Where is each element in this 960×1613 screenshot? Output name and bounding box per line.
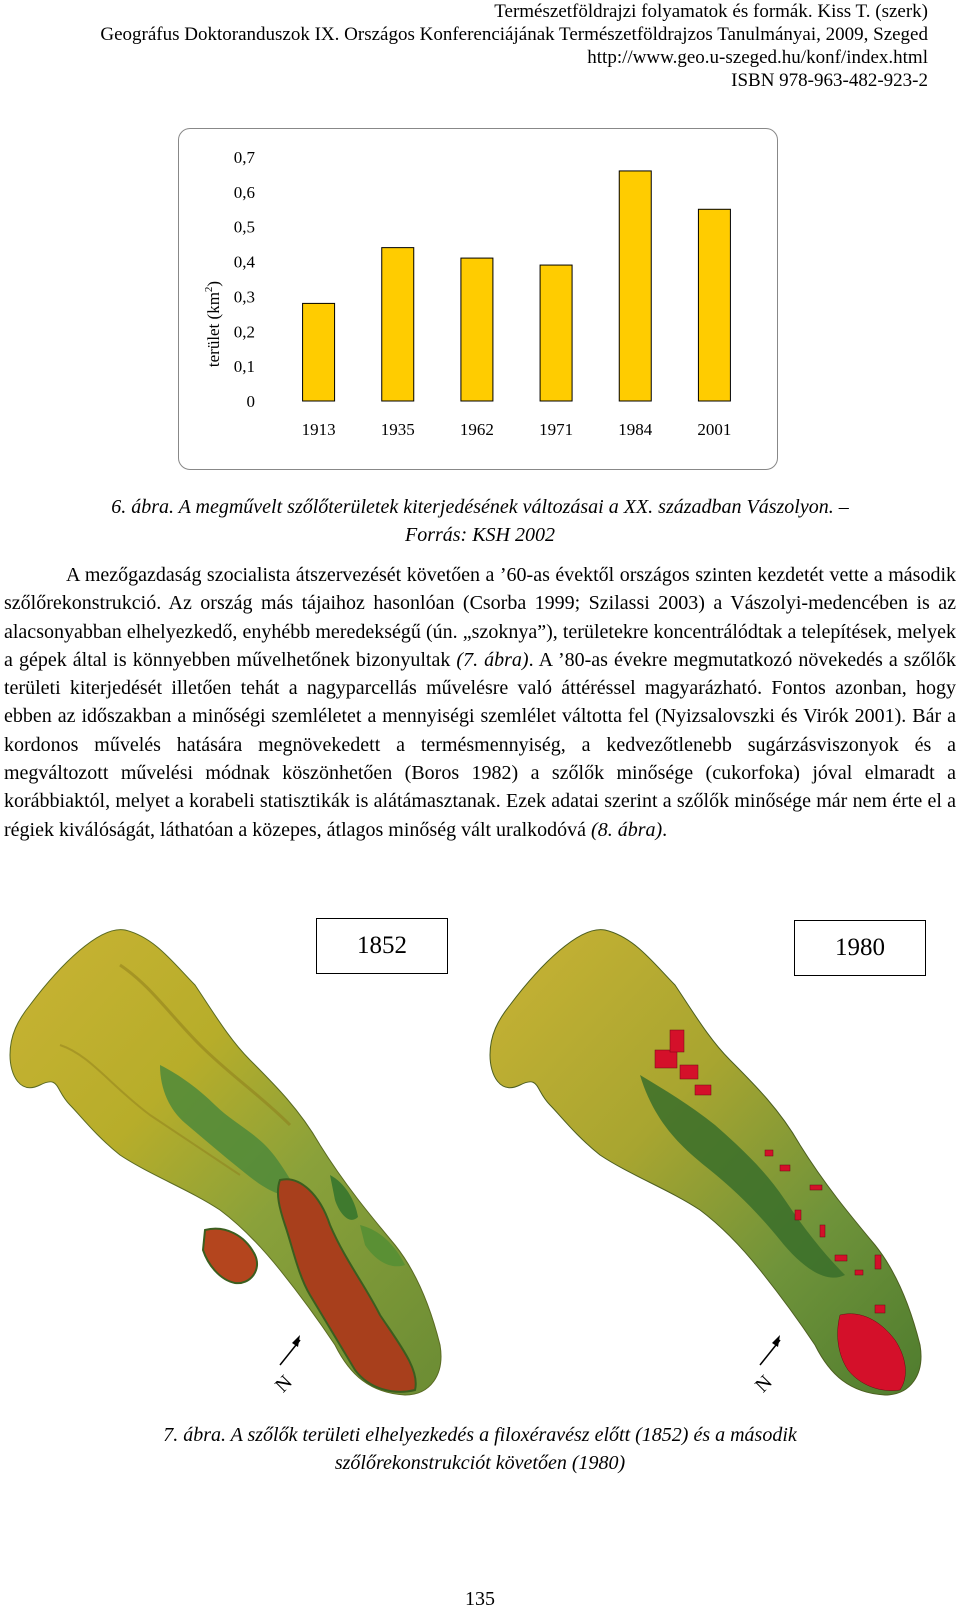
y-tick-label: 0,4 [233, 252, 255, 272]
figure-6-caption-text: 6. ábra. A megművelt szőlőterületek kiterjedésének változásai a XX. században Vászolyon. – [111, 496, 849, 518]
map-1980 [480, 925, 940, 1405]
figure-7-caption-line-1: 7. ábra. A szőlők területi elhelyezkedés a filoxéravész előtt (1852) és a második [163, 1424, 797, 1446]
bar-1913 [303, 303, 335, 401]
y-tick-label: 0,6 [233, 182, 255, 202]
x-tick-label: 1935 [380, 420, 415, 439]
year-box-1980: 1980 [794, 920, 926, 976]
figure-8-reference: (8. ábra) [591, 818, 663, 841]
body-paragraph [4, 561, 956, 844]
bar-1984 [619, 171, 651, 401]
north-arrow [271, 1335, 300, 1397]
chart-frame [178, 128, 778, 470]
body-text [4, 561, 956, 844]
y-tick-label: 0,1 [233, 357, 255, 377]
header-line-2: Geográfus Doktoranduszok IX. Országos Konferenciájának Természetföldrajzos Tanulmányai, 2009, Szeged [100, 24, 928, 45]
figure-7-reference: (7. ábra) [456, 648, 529, 671]
bar-1962 [461, 258, 493, 401]
x-tick-label: 1971 [539, 420, 574, 439]
figure-6-source: Forrás: KSH 2002 [404, 524, 555, 546]
bar-1935 [382, 248, 414, 401]
page-number: 135 [465, 1588, 495, 1610]
header-line-1: Természetföldrajzi folyamatok és formák. Kiss T. (szerk) [494, 1, 928, 22]
figure-7-caption-line-2: szőlőrekonstrukciót követően (1980) [334, 1452, 626, 1474]
body-text-end: . [662, 818, 668, 841]
header-isbn: ISBN 978-963-482-923-2 [731, 70, 928, 91]
y-tick-label: 0,2 [233, 322, 255, 342]
header-url: http://www.geo.u-szeged.hu/konf/index.html [587, 47, 928, 68]
figure-6-caption [0, 493, 960, 549]
x-tick-label: 1984 [618, 420, 653, 439]
bar-1971 [540, 265, 572, 401]
x-tick-label: 1962 [459, 420, 494, 439]
figure-7-caption [0, 1421, 960, 1477]
body-text-part-1: A mezőgazdaság szocialista átszervezését követően a ’60-as évektől országos szinten kezdetét vette a második szőlőrekonstrukció. Az ország más tájaihoz hasonlóan (Csorba 1999; Szilassi 2003) a Vászolyi-medencében is az alacsonyabban elhelyezkedő, enyhébb meredekségű (ún. „szoknya”), területekre koncentrálódtak a telepítések, melyek a gépek által is könnyebben művelhetőnek bizonyultak [4, 564, 956, 671]
y-axis-label: terület $(km^2)$ [203, 280, 223, 368]
map-1852 [0, 925, 460, 1405]
x-tick-label: 2001 [697, 420, 732, 439]
y-tick-label: 0,5 [233, 217, 255, 237]
y-tick-label: 0 [246, 392, 255, 411]
x-tick-label: 1913 [301, 420, 336, 439]
north-arrow [751, 1335, 780, 1397]
bar-chart [179, 129, 777, 469]
y-tick-label: 0,7 [233, 148, 255, 167]
vineyard-area-1852 [203, 1229, 257, 1283]
north-label: N [270, 1371, 297, 1397]
body-text-part-2: . A ’80-as évekre megmutatkozó növekedés a szőlők területi kiterjedését illetően tehát a nagyparcellás művelésre való áttéréssel magyarázható. Fontos azonban, hogy ebben az időszakban a minőségi szemléletet a mennyiségi szemlélet váltotta fel (Nyizsalovszki és Virók 2001). Bár a kordonos művelés hatására megnövekedett a termésmennyiség, a kedvezőtlenebb sugárzásviszonyok és a megváltozott művelési módnak köszönhetően (Boros 1982) a szőlők minősége (cukorfoka) jóval elmaradt a korábbiaktól, melyet a korabeli statisztikák is alátámasztanak. Ezek adatai szerint a szőlők minősége már nem érte el a régiek kiválóságát, láthatóan a közepes, átlagos minőség vált uralkodóvá [4, 648, 956, 841]
y-tick-label: 0,3 [233, 287, 255, 307]
year-box-1852: 1852 [316, 918, 448, 974]
page-header [100, 0, 928, 92]
bar-2001 [698, 209, 730, 401]
north-label: N [750, 1371, 777, 1397]
